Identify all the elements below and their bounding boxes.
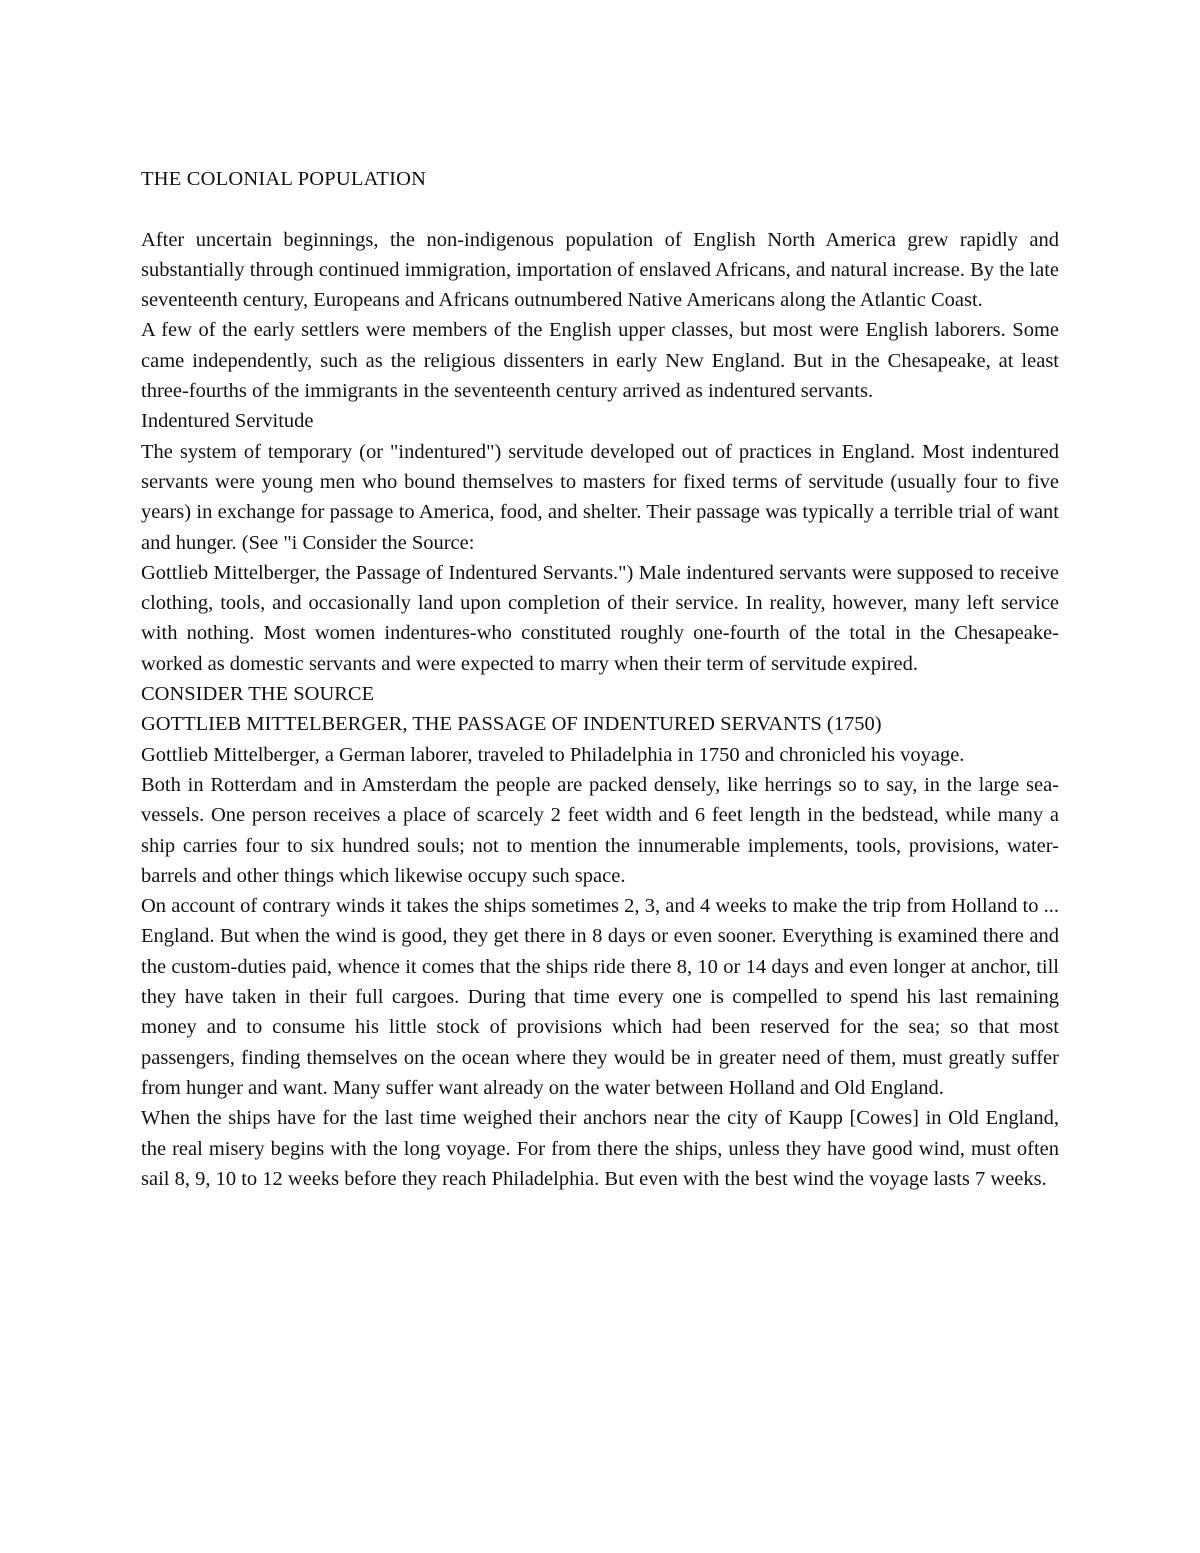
paragraph-source-intro: Gottlieb Mittelberger, a German laborer, traveled to Philadelphia in 1750 and chronicled his voyage. bbox=[141, 743, 965, 766]
document-page bbox=[141, 164, 1059, 1194]
paragraph-servant-outcomes: Gottlieb Mittelberger, the Passage of Indentured Servants.") Male indentured servants were supposed to receive clothing, tools, and occasionally land upon completion of their service. In reality, however, many left service with nothing. Most women indentures-who constituted roughly one-fourth of the total in the Chesapeake-worked as domestic servants and were expected to marry when their term of servitude expired. bbox=[141, 561, 1059, 675]
section-heading-indentured-servitude: Indentured Servitude bbox=[141, 410, 314, 433]
paragraph-long-voyage: When the ships have for the last time weighed their anchors near the city of Kaupp [Cowes] in Old England, the real misery begins with the long voyage. For from there the ships, unless they have good wind, must often sail 8, 9, 10 to 12 weeks before they reach Philadelphia. But even with the best wind the voyage lasts 7 weeks. bbox=[141, 1107, 1059, 1190]
source-title: GOTTLIEB MITTELBERGER, THE PASSAGE OF INDENTURED SERVANTS (1750) bbox=[141, 713, 882, 736]
paragraph-population-growth: After uncertain beginnings, the non-indigenous population of English North America grew rapidly and substantially through continued immigration, importation of enslaved Africans, and natural increase. By the late seventeenth century, Europeans and Africans outnumbered Native Americans along the Atlantic Coast. bbox=[141, 228, 1059, 312]
paragraph-packed-vessels: Both in Rotterdam and in Amsterdam the people are packed densely, like herrings so to say, in the large sea-vessels. One person receives a place of scarcely 2 feet width and 6 feet length in the bedstead, while many a ship carries four to six hundred souls; not to mention the innumerable implements, tools, provisions, water-barrels and other things which likewise occupy such space. bbox=[141, 773, 1059, 887]
document-title: THE COLONIAL POPULATION bbox=[141, 168, 427, 190]
paragraph-servitude-system: The system of temporary (or "indentured") servitude developed out of practices in England. Most indentured servants were young men who bound themselves to masters for fixed terms of servitude (usually four to five years) in exchange for passage to America, food, and shelter. Their passage was typically a terrible trial of want and hunger. (See "i Consider the Source: bbox=[141, 440, 1059, 554]
paragraph-contrary-winds: On account of contrary winds it takes the ships sometimes 2, 3, and 4 weeks to make the trip from Holland to ... England. But when the wind is good, they get there in 8 days or even sooner. Everything is examined there and the custom-duties paid, whence it comes that the ships ride there 8, 10 or 14 days and even longer at anchor, till they have taken in their full cargoes. During that time every one is compelled to spend his last remaining money and to consume his little stock of provisions which had been reserved for the sea; so that most passengers, finding themselves on the ocean where they would be in greater need of them, must greatly suffer from hunger and want. Many suffer want already on the water between Holland and Old England. bbox=[141, 895, 1059, 1099]
paragraph-early-settlers: A few of the early settlers were members of the English upper classes, but most were English laborers. Some came independently, such as the religious dissenters in early New England. But in the Chesapeake, at least three-fourths of the immigrants in the seventeenth century arrived as indentured servants. bbox=[141, 319, 1059, 403]
section-heading-consider-the-source: CONSIDER THE SOURCE bbox=[141, 683, 375, 706]
